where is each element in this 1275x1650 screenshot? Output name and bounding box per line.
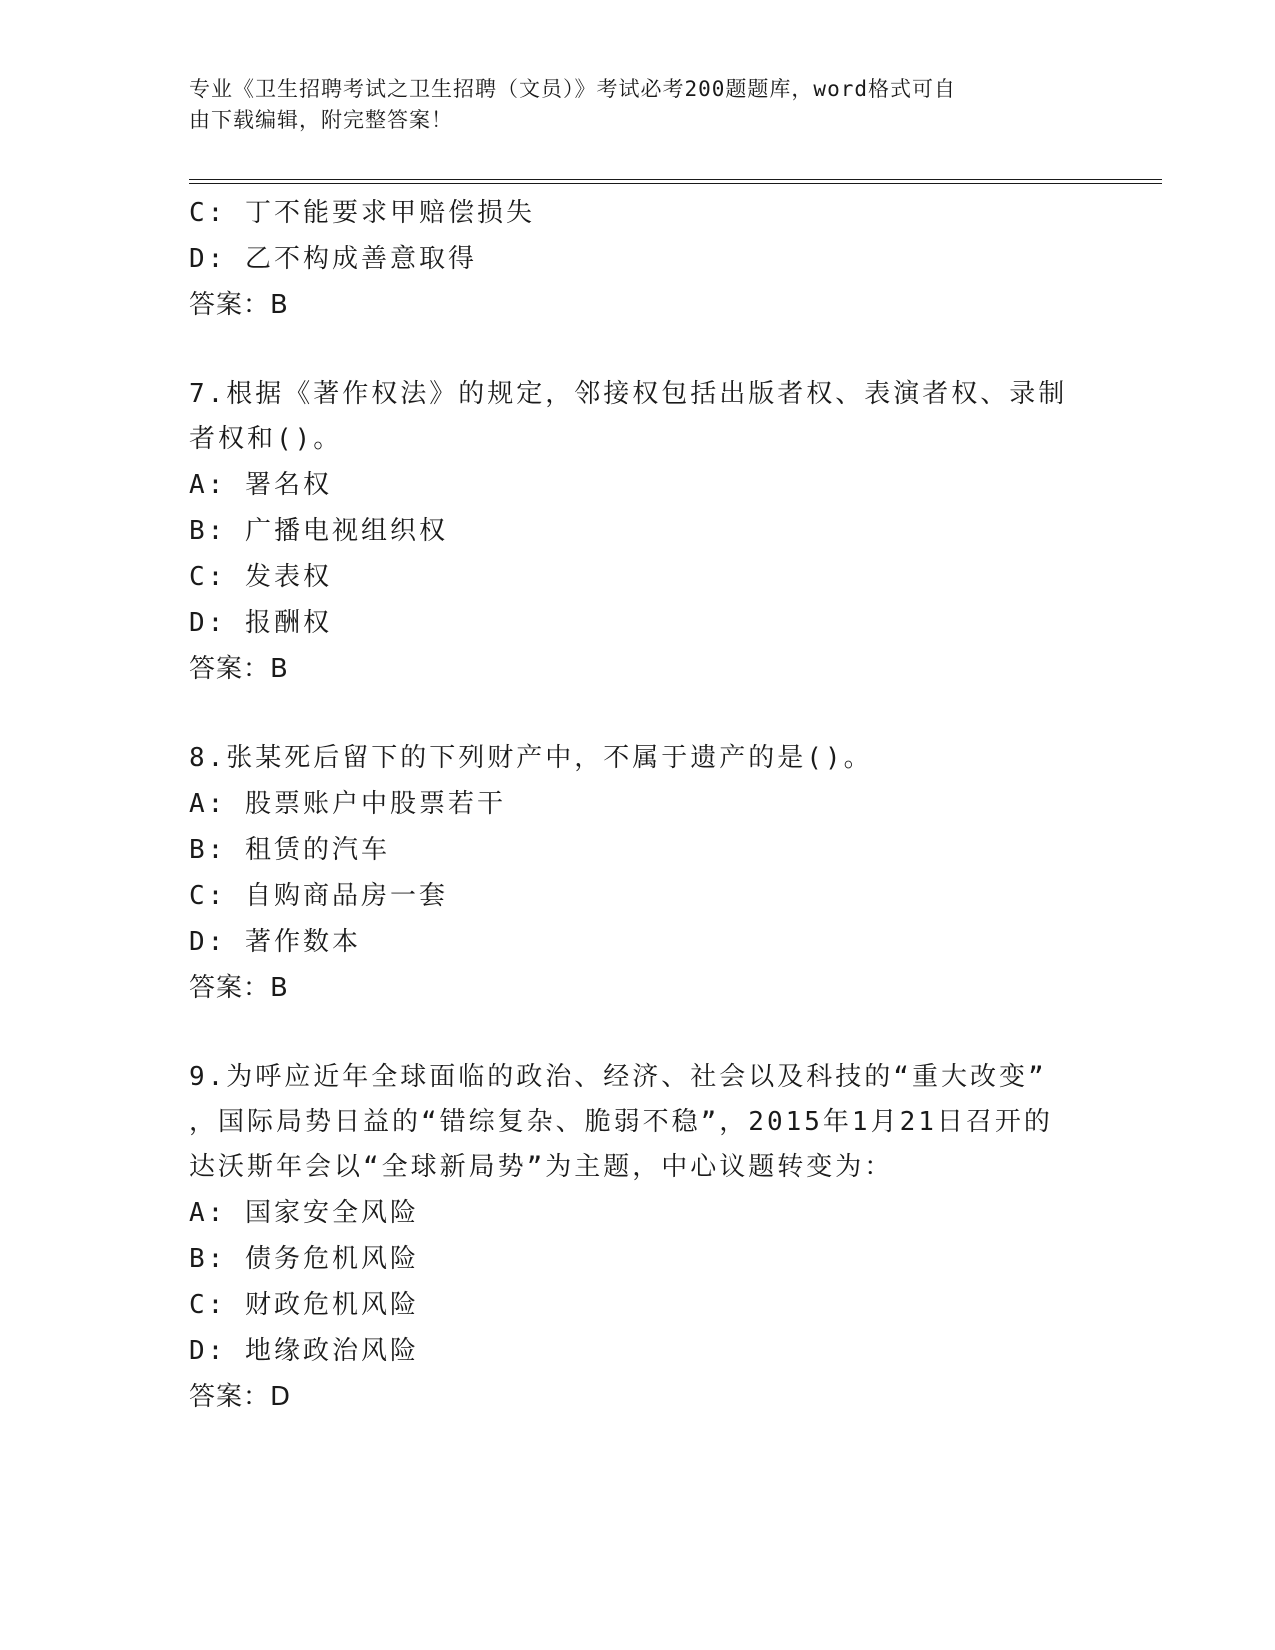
header-rule-bottom xyxy=(189,183,1162,184)
spacer xyxy=(189,328,1089,372)
answer-line: 答案：B xyxy=(189,654,289,684)
question-9 xyxy=(189,1055,1089,1420)
option-d: D: 乙不构成善意取得 xyxy=(189,244,477,274)
question-8 xyxy=(189,736,1089,1011)
answer-line: 答案：D xyxy=(189,1382,292,1412)
question-text-line-1: 9.为呼应近年全球面临的政治、经济、社会以及科技的“重大改变” xyxy=(189,1062,1047,1092)
question-text-line-1: 8.张某死后留下的下列财产中，不属于遗产的是()。 xyxy=(189,743,873,773)
answer-line: 答案：B xyxy=(189,973,289,1003)
question-6-continued xyxy=(189,190,1089,328)
option-a: A: 股票账户中股票若干 xyxy=(189,789,506,819)
header-line-1: 专业《卫生招聘考试之卫生招聘（文员）》考试必考200题题库，word格式可自 xyxy=(189,77,956,101)
answer-line: 答案：B xyxy=(189,290,289,320)
header-line-2: 由下载编辑，附完整答案！ xyxy=(189,108,453,132)
document-header xyxy=(189,74,1069,136)
option-b: B: 债务危机风险 xyxy=(189,1244,419,1274)
option-c: C: 丁不能要求甲赔偿损失 xyxy=(189,198,535,228)
question-text-line-2: ，国际局势日益的“错综复杂、脆弱不稳”，2015年1月21日召开的 xyxy=(189,1107,1053,1137)
option-d: D: 地缘政治风险 xyxy=(189,1336,419,1366)
option-b: B: 租赁的汽车 xyxy=(189,835,390,865)
header-rule-top xyxy=(189,179,1162,180)
option-c: C: 财政危机风险 xyxy=(189,1290,419,1320)
option-d: D: 著作数本 xyxy=(189,927,361,957)
question-text-line-1: 7.根据《著作权法》的规定，邻接权包括出版者权、表演者权、录制 xyxy=(189,379,1068,409)
option-c: C: 自购商品房一套 xyxy=(189,881,448,911)
option-d: D: 报酬权 xyxy=(189,608,332,638)
question-list xyxy=(189,190,1089,1420)
question-7 xyxy=(189,372,1089,692)
option-c: C: 发表权 xyxy=(189,562,332,592)
option-a: A: 署名权 xyxy=(189,470,332,500)
spacer xyxy=(189,692,1089,736)
option-a: A: 国家安全风险 xyxy=(189,1198,419,1228)
option-b: B: 广播电视组织权 xyxy=(189,516,448,546)
question-text-line-2: 者权和()。 xyxy=(189,424,343,454)
spacer xyxy=(189,1011,1089,1055)
question-text-line-3: 达沃斯年会以“全球新局势”为主题，中心议题转变为： xyxy=(189,1152,894,1182)
